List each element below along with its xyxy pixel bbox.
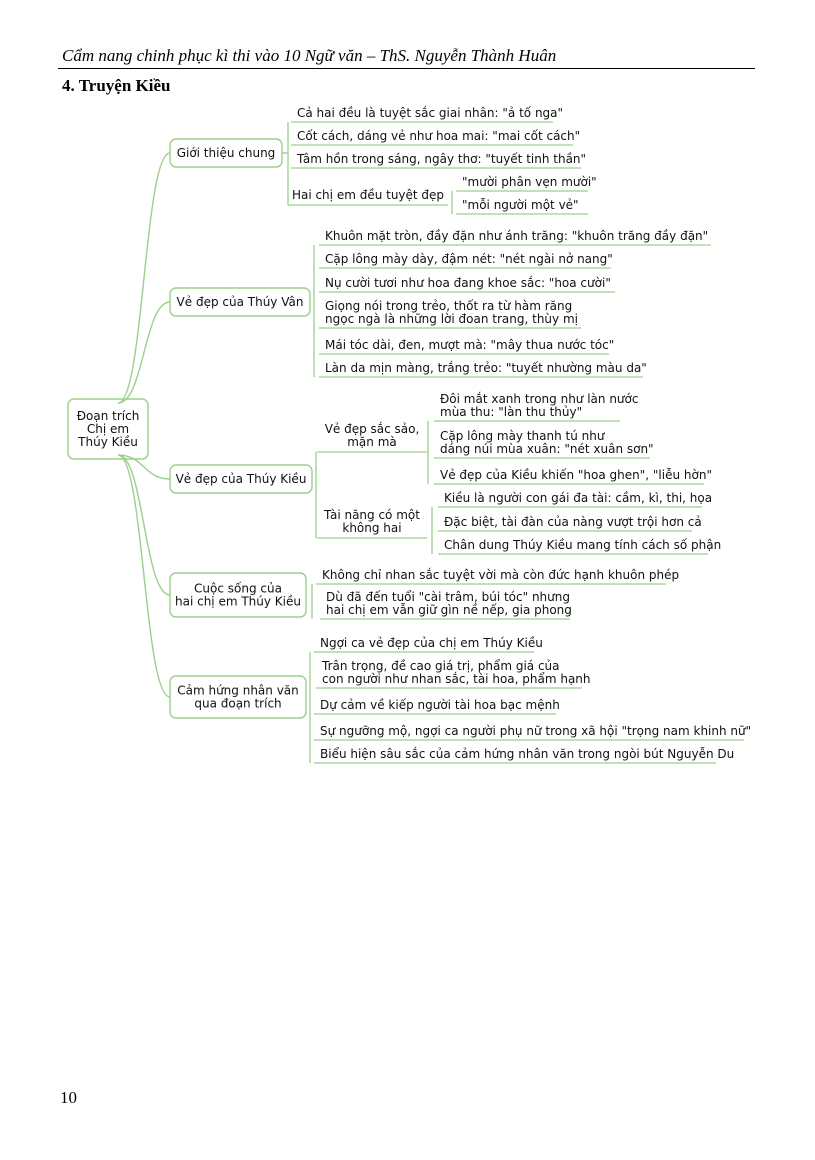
intro-sub-both-beautiful: Hai chị em đều tuyệt đẹp [291, 188, 445, 202]
van-item-6: Làn da mịn màng, trắng trẻo: "tuyết nhường màu da" [325, 361, 647, 375]
section-title: 4. Truyện Kiều [62, 76, 171, 95]
intro-item-2: Cốt cách, dáng vẻ như hoa mai: "mai cốt cách" [297, 129, 581, 143]
humanist-item-1: Ngợi ca vẻ đẹp của chị em Thúy Kiều [320, 636, 543, 650]
humanist-item-5: Biểu hiện sâu sắc của cảm hứng nhân văn trong ngòi bút Nguyễn Du [320, 747, 735, 761]
branch-3-label: Vẻ đẹp của Thúy Kiều [175, 472, 307, 486]
branch-connector-5 [118, 455, 170, 697]
branch-2-label: Vẻ đẹp của Thúy Vân [176, 295, 304, 309]
page-header-title: Cẩm nang chinh phục kì thi vào 10 Ngữ văn – ThS. Nguyễn Thành Huân [62, 46, 557, 65]
kieu-beauty-item-2: Cặp lông mày thanh tú như dáng núi mùa xuân: "nét xuân sơn" [440, 429, 654, 456]
van-item-4: Giọng nói trong trẻo, thốt ra từ hàm răng ngọc ngà là những lời đoan trang, thùy mị [325, 299, 578, 326]
root-node-label: Đoạn trích Chị em Thúy Kiều [76, 409, 140, 449]
humanist-item-2: Trân trọng, đề cao giá trị, phẩm giá của con người như nhan sắc, tài hoa, phẩm hạnh [322, 659, 591, 686]
intro-sub-item-1: "mười phân vẹn mười" [462, 175, 597, 189]
kieu-talent-item-1: Kiều là người con gái đa tài: cầm, kì, thi, họa [444, 491, 713, 505]
van-item-5: Mái tóc dài, đen, mượt mà: "mây thua nước tóc" [325, 338, 615, 352]
intro-item-3: Tâm hồn trong sáng, ngây thơ: "tuyết tinh thần" [297, 152, 587, 166]
life-item-1: Không chỉ nhan sắc tuyệt vời mà còn đức hạnh khuôn phép [322, 568, 680, 582]
kieu-sub-beauty: Vẻ đẹp sắc sảo, mặn mà [324, 422, 420, 449]
branch-1-label: Giới thiệu chung [176, 146, 276, 160]
branch-5-label: Cảm hứng nhân văn qua đoạn trích [177, 683, 299, 711]
branch-4-label: Cuộc sống của hai chị em Thúy Kiều [175, 581, 301, 609]
kieu-beauty-item-1: Đôi mắt xanh trong như làn nước mùa thu: "làn thu thủy" [440, 392, 639, 419]
van-item-1: Khuôn mặt tròn, đầy đặn như ánh trăng: "khuôn trăng đầy đặn" [325, 229, 709, 243]
kieu-sub-talent: Tài năng có một không hai [324, 508, 420, 535]
life-item-2: Dù đã đến tuổi "cài trâm, búi tóc" nhưng hai chị em vẫn giữ gìn nề nếp, gia phong [326, 590, 572, 617]
humanist-item-3: Dự cảm về kiếp người tài hoa bạc mệnh [320, 698, 560, 712]
intro-item-1: Cả hai đều là tuyệt sắc giai nhân: "ả tố nga" [297, 106, 564, 120]
humanist-item-4: Sự ngưỡng mộ, ngợi ca người phụ nữ trong xã hội "trọng nam khinh nữ" [320, 724, 752, 738]
kieu-talent-item-2: Đặc biệt, tài đàn của nàng vượt trội hơn cả [444, 515, 702, 529]
kieu-talent-item-3: Chân dung Thúy Kiều mang tính cách số phận [444, 538, 722, 552]
van-item-3: Nụ cười tươi như hoa đang khoe sắc: "hoa cười" [325, 276, 611, 290]
branch-connector-2 [118, 302, 170, 403]
van-item-2: Cặp lông mày dày, đậm nét: "nét ngài nở nang" [325, 252, 613, 266]
kieu-beauty-item-3: Vẻ đẹp của Kiều khiến "hoa ghen", "liễu hờn" [440, 468, 712, 482]
branch-connector-1 [118, 153, 170, 403]
page-number: 10 [60, 1088, 77, 1107]
intro-sub-item-2: "mỗi người một vẻ" [462, 198, 579, 212]
